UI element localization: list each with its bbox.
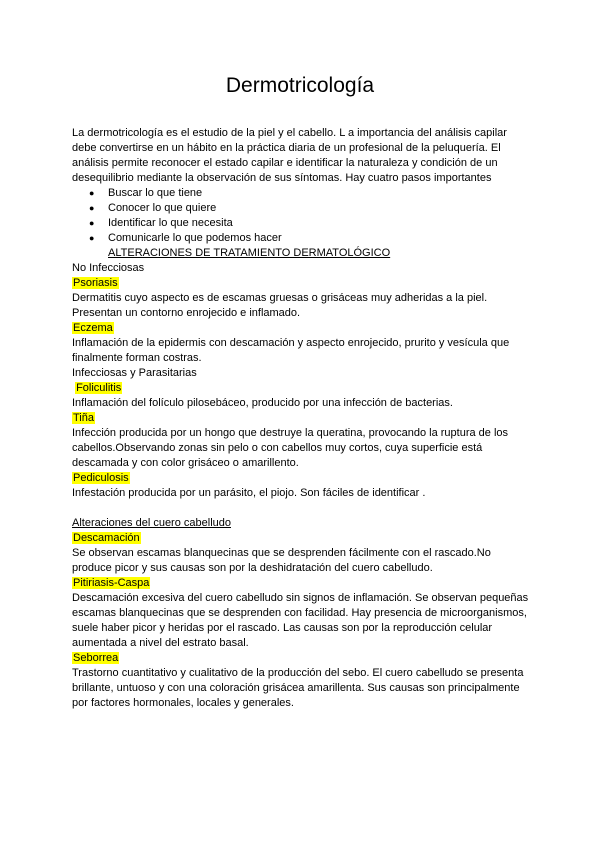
spacer	[72, 501, 532, 516]
bullet-icon: ●	[89, 188, 95, 198]
page-title: Dermotricología	[225, 74, 375, 97]
term-description: Se observan escamas blanquecinas que se desprenden fácilmente con el rascado.No produce picor y sus causas son por la deshidratación del cuero cabelludo.	[72, 547, 491, 574]
term-description: Infestación producida por un parásito, el piojo. Son fáciles de identificar .	[72, 487, 426, 499]
section-heading: Alteraciones del cuero cabelludo	[72, 517, 231, 529]
term-heading: Pediculosis	[73, 472, 129, 484]
term-description: Inflamación del folículo pilosebáceo, producido por una infección de bacterias.	[72, 397, 453, 409]
term-heading: Pitiriasis-Caspa	[73, 577, 150, 589]
term-description: Dermatitis cuyo aspecto es de escamas gruesas o grisáceas muy adheridas a la piel. Presentan un contorno enrojecido e inflamado.	[72, 292, 488, 319]
bullet-icon: ●	[89, 203, 95, 213]
bullet-icon: ●	[89, 218, 95, 228]
list-item: ● Buscar lo que tiene	[89, 187, 203, 199]
document-body	[72, 126, 532, 711]
group-label: No Infecciosas	[72, 262, 145, 274]
term-description: Trastorno cuantitativo y cualitativo de la producción del sebo. El cuero cabelludo se presenta brillante, untuoso y con una coloración grisácea amarillenta. Sus causas son principalmente por factores hormonales, locales y generales.	[72, 667, 524, 709]
term-heading: Tiña	[73, 412, 94, 424]
term-heading: Foliculitis	[76, 382, 122, 394]
term-heading: Psoriasis	[73, 277, 118, 289]
section-heading: ALTERACIONES DE TRATAMIENTO DERMATOLÓGICO	[108, 247, 391, 259]
bullet-icon: ●	[89, 233, 95, 243]
intro-paragraph: La dermotricología es el estudio de la piel y el cabello. L a importancia del análisis capilar debe convertirse en un hábito en la práctica diaria de un profesional de la peluquería. El análisis permite reconocer el estado capilar e identificar la naturaleza y condición de un desequilibrio mediante la observación de sus síntomas. Hay cuatro pasos importantes	[72, 127, 507, 184]
term-description: Inflamación de la epidermis con descamación y aspecto enrojecido, prurito y vesícula que finalmente forman costras.	[72, 337, 510, 364]
term-heading: Seborrea	[73, 652, 119, 664]
group-label: Infecciosas y Parasitarias	[72, 367, 197, 379]
list-item: ● Comunicarle lo que podemos hacer	[89, 232, 282, 244]
list-item: ● Conocer lo que quiere	[89, 202, 217, 214]
term-description: Infección producida por un hongo que destruye la queratina, provocando la ruptura de los cabellos.Observando zonas sin pelo o con cabellos muy cortos, cuya superficie está descamada y con color grisáceo o amarillento.	[72, 427, 509, 469]
term-heading: Eczema	[73, 322, 113, 334]
steps-list	[72, 186, 532, 246]
term-description: Descamación excesiva del cuero cabelludo sin signos de inflamación. Se observan pequeñas escamas blanquecinas que se desprenden con facilidad. Hay presencia de microorganismos, suele haber picor y heridas por el rascado. Las causas son por la reproducción celular aumentada a nivel del estrato basal.	[72, 592, 529, 649]
term-heading: Descamación	[73, 532, 140, 544]
list-item: ● Identificar lo que necesita	[89, 217, 233, 229]
